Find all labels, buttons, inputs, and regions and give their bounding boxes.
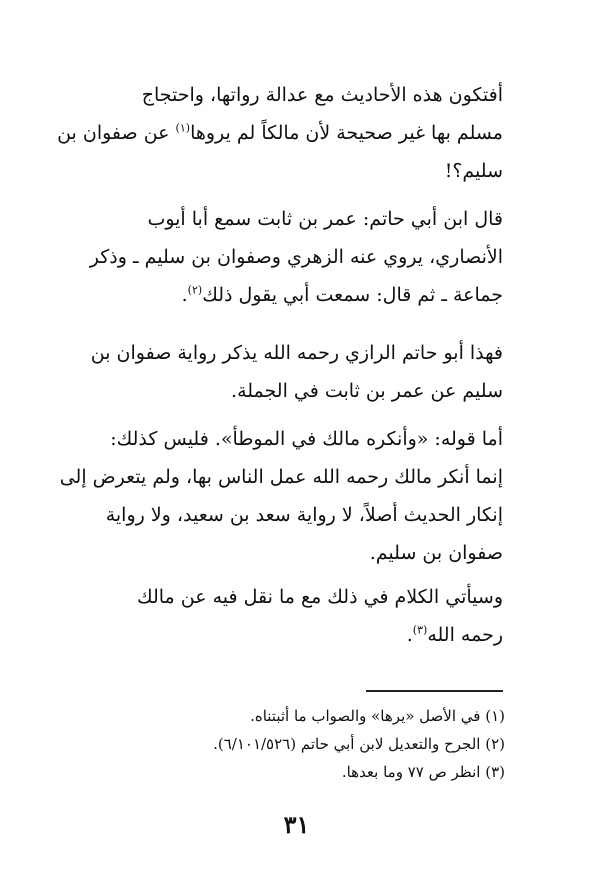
text-line: سليم عن عمر بن ثابت في الجملة. bbox=[231, 380, 503, 402]
page-number: ٣١ bbox=[283, 810, 310, 839]
text-segment: . bbox=[406, 624, 413, 646]
text-line: إنكار الحديث أصلاً، لا رواية سعد بن سعيد، ولا رواية bbox=[105, 504, 503, 526]
text-line: أفتكون هذه الأحاديث مع عدالة رواتها، واحتجاج bbox=[141, 84, 503, 106]
text-line: فهذا أبو حاتم الرازي رحمه الله يذكر رواية صفوان بن bbox=[90, 342, 503, 364]
text-line bbox=[88, 616, 503, 654]
paragraph-2 bbox=[88, 200, 503, 314]
footnote-item: (٣) انظر ص ٧٧ وما بعدها. bbox=[341, 763, 505, 781]
text-line: أما قوله: «وأنكره مالك في الموطأ». فليس كذلك: bbox=[110, 428, 503, 450]
footnote-ref: (٢) bbox=[187, 283, 203, 297]
footnote-ref: (٣) bbox=[412, 623, 428, 637]
text-line: الأنصاري، يروي عنه الزهري وصفوان بن سليم ـ وذكر bbox=[89, 246, 503, 268]
text-segment: جماعة ـ ثم قال: سمعت أبي يقول ذلك bbox=[202, 284, 503, 306]
text-line: سليم؟! bbox=[444, 160, 503, 182]
text-line bbox=[88, 276, 503, 314]
footnote-divider bbox=[366, 690, 503, 692]
footnote-item: (١) في الأصل «يرها» والصواب ما أثبتناه. bbox=[250, 707, 505, 725]
text-segment: رحمه الله bbox=[427, 624, 503, 646]
text-line: وسيأتي الكلام في ذلك مع ما نقل فيه عن مالك bbox=[136, 586, 503, 608]
text-segment: . bbox=[181, 284, 188, 306]
paragraph-3 bbox=[88, 334, 503, 410]
text-line: صفوان بن سليم. bbox=[369, 542, 503, 564]
text-segment: مسلم بها غير صحيحة لأن مالكاً لم يروها bbox=[190, 122, 503, 144]
footnotes bbox=[88, 702, 505, 786]
text-line: إنما أنكر مالك رحمه الله عمل الناس بها، ولم يتعرض إلى bbox=[59, 466, 503, 488]
paragraph-5 bbox=[88, 578, 503, 654]
footnote-ref: (١) bbox=[175, 121, 191, 135]
text-line bbox=[57, 114, 503, 152]
text-segment: عن صفوان بن bbox=[57, 122, 176, 144]
paragraph-4 bbox=[59, 420, 503, 572]
footnote-item: (٢) الجرح والتعديل لابن أبي حاتم (٦/١٠١/٥٢٦). bbox=[213, 735, 505, 753]
text-line: قال ابن أبي حاتم: عمر بن ثابت سمع أبا أيوب bbox=[147, 208, 503, 230]
paragraph-1 bbox=[57, 76, 503, 190]
